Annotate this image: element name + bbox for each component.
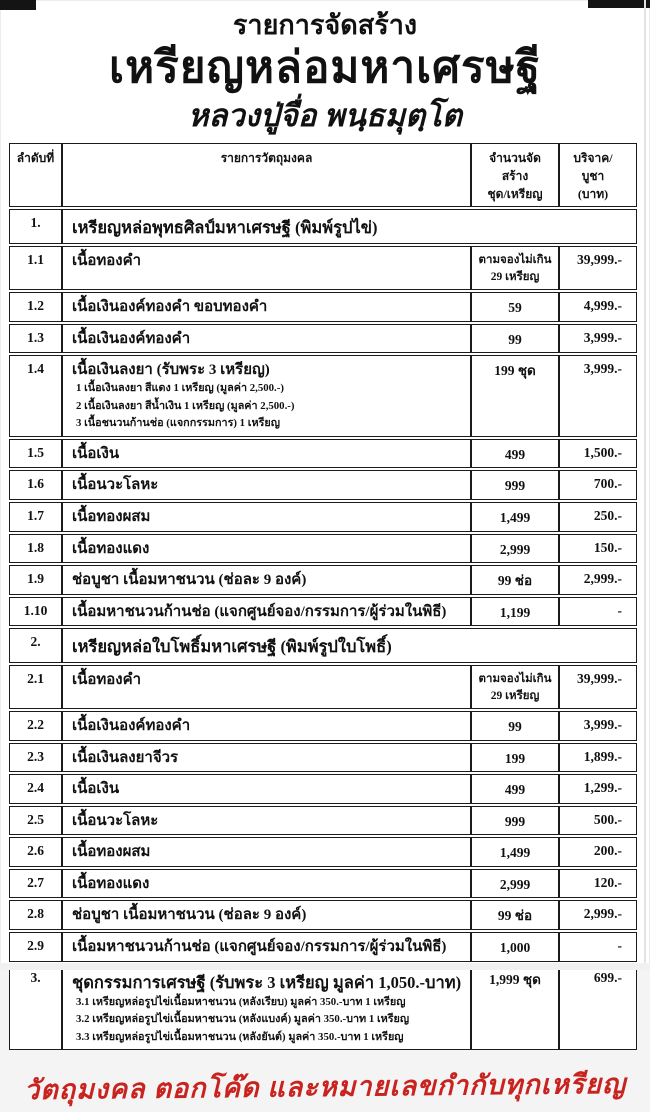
price: 2,999.- (559, 565, 637, 595)
quantity: 99 ช่อ (471, 900, 559, 930)
row-number: 1.3 (9, 324, 62, 354)
price: 3,999.- (559, 711, 637, 741)
item-description-text: เนื้อนวะโลหะ (72, 477, 159, 494)
row-number: 2.2 (9, 711, 62, 741)
quantity: 499 (471, 439, 559, 469)
table-row (9, 324, 637, 354)
item-subline: 3.3 เหรียญหล่อรูปไข่เนื้อมหาชนวน (หลังยันต์) มูลค่า 350.-บาท 1 เหรียญ (76, 1030, 404, 1043)
row-number: 1.4 (9, 355, 62, 437)
item-subline: 3.2 เหรียญหล่อรูปไข่เนื้อมหาชนวน (หลังแบงค์) มูลค่า 350.-บาท 1 เหรียญ (76, 1013, 410, 1026)
quantity: 1,000 (471, 932, 559, 962)
item-description-text: เนื้อทองแดง (72, 875, 150, 892)
row-number: 1. (9, 209, 62, 243)
item-subline: 3 เนื้อชนวนก้านช่อ (แจกกรรมการ) 1 เหรียญ (76, 417, 280, 430)
price: 250.- (559, 502, 637, 532)
quantity: 2,999 (471, 534, 559, 564)
row-number: 2.1 (9, 665, 62, 710)
monk-name: หลวงปู่จื่อ พนฺธมุตฺโต (187, 97, 463, 133)
quantity: 199 ชุด (471, 355, 559, 437)
header-items: รายการวัตถุมงคล (62, 143, 471, 207)
row-number: 1.8 (9, 534, 62, 564)
item-description (62, 209, 637, 243)
item-description (62, 806, 471, 836)
item-subline: 1 เนื้อเงินลงยา สีแดง 1 เหรียญ (มูลค่า 2,500.-) (76, 382, 284, 395)
header-seq: ลำดับที่ (9, 143, 62, 207)
row-number: 1.5 (9, 439, 62, 469)
quantity: 2,999 (471, 869, 559, 899)
price: - (559, 932, 637, 962)
header-price-line1: บริจาค/บูชา (573, 151, 613, 184)
price: 500.- (559, 806, 637, 836)
item-subline: 2 เนื้อเงินลงยา สีน้ำเงิน 1 เหรียญ (มูลค่า 2,500.-) (76, 399, 295, 412)
price: 699.- (559, 964, 637, 1051)
quantity-line2: 29 เหรียญ (490, 270, 540, 283)
row-number: 3. (9, 964, 62, 1051)
table-row (9, 292, 637, 322)
scan-artifact-top-left (0, 0, 36, 10)
price: 4,999.- (559, 292, 637, 322)
item-description (62, 964, 471, 1051)
header-price (559, 143, 637, 207)
price: 1,500.- (559, 439, 637, 469)
row-number: 2.7 (9, 869, 62, 899)
row-number: 1.6 (9, 470, 62, 500)
item-description (62, 869, 471, 899)
table-row (9, 355, 637, 437)
item-description (62, 932, 471, 962)
quantity: 99 ช่อ (471, 565, 559, 595)
table-row (9, 774, 637, 804)
item-description-text: เหรียญหล่อใบโพธิ์มหาเศรษฐี (พิมพ์รูปใบโพธิ์) (72, 637, 392, 657)
item-description (62, 774, 471, 804)
item-description-text: เนื้อเงินองค์ทองคำ ขอบทองคำ (72, 299, 268, 316)
scan-edge-bottom (0, 963, 650, 970)
price: 3,999.- (559, 324, 637, 354)
row-number: 1.10 (9, 597, 62, 627)
row-number: 1.2 (9, 292, 62, 322)
item-description-text: เนื้อมหาชนวนก้านช่อ (แจกศูนย์จอง/กรรมการ/ผู้ร่วมในพิธี) (72, 603, 447, 620)
quantity-line2: 29 เหรียญ (490, 689, 540, 702)
price: 1,299.- (559, 774, 637, 804)
quantity: 59 (471, 292, 559, 322)
item-description-text: ช่อบูชา เนื้อมหาชนวน (ช่อละ 9 องค์) (72, 572, 307, 589)
table-row (9, 869, 637, 899)
table-row (9, 665, 637, 710)
table-row (9, 502, 637, 532)
quantity (471, 665, 559, 710)
row-number: 1.1 (9, 246, 62, 291)
quantity-line1: ตามจองไม่เกิน (478, 253, 552, 266)
item-description (62, 502, 471, 532)
price: 1,899.- (559, 743, 637, 773)
price: 120.- (559, 869, 637, 899)
table-row (9, 470, 637, 500)
scan-edge-right (644, 0, 646, 970)
price: 700.- (559, 470, 637, 500)
quantity: 99 (471, 711, 559, 741)
quantity: 199 (471, 743, 559, 773)
price: 2,999.- (559, 900, 637, 930)
item-description (62, 439, 471, 469)
item-description-text: เนื้อนวะโลหะ (72, 812, 159, 829)
section-row (9, 628, 637, 662)
table-row (9, 534, 637, 564)
price: - (559, 597, 637, 627)
header-price-line2: (บาท) (577, 187, 609, 202)
item-description (62, 900, 471, 930)
item-description (62, 665, 471, 710)
quantity: 999 (471, 806, 559, 836)
title-block (0, 0, 650, 133)
price: 39,999.- (559, 665, 637, 710)
row-number: 2.4 (9, 774, 62, 804)
item-description (62, 597, 471, 627)
item-description-text: เนื้อทองคำ (72, 252, 142, 269)
item-description-text: เนื้อทองแดง (72, 540, 150, 557)
item-description (62, 565, 471, 595)
table-row (9, 597, 637, 627)
table-row (9, 565, 637, 595)
page-title: รายการจัดสร้าง (232, 10, 418, 40)
row-number: 2.9 (9, 932, 62, 962)
quantity: 1,999 ชุด (471, 964, 559, 1051)
price: 3,999.- (559, 355, 637, 437)
table-row (9, 806, 637, 836)
quantity: 99 (471, 324, 559, 354)
quantity-line1: ตามจองไม่เกิน (478, 672, 552, 685)
scan-artifact-top-right (588, 0, 650, 8)
section-row (9, 209, 637, 243)
row-number: 2.3 (9, 743, 62, 773)
item-description-text: เนื้อทองผสม (72, 509, 151, 525)
item-description-text: ช่อบูชา เนื้อมหาชนวน (ช่อละ 9 องค์) (72, 907, 307, 924)
item-description (62, 743, 471, 773)
subtitle-amulet-name: เหรียญหล่อมหาเศรษฐี (109, 43, 541, 93)
item-description-text: ชุดกรรมการเศรษฐี (รับพระ 3 เหรียญ มูลค่า 1,050.-บาท) (72, 972, 462, 992)
item-description (62, 292, 471, 322)
item-description-text: เนื้อเงินลงยาจีวร (72, 749, 179, 766)
item-description (62, 711, 471, 741)
item-description (62, 470, 471, 500)
order-table (9, 143, 637, 1050)
footer-note: วัตถุมงคล ตอกโค๊ด และหมายเลขกำกับทุกเหรียญ (23, 1069, 627, 1106)
item-description-text: เหรียญหล่อพุทธศิลป์มหาเศรษฐี (พิมพ์รูปไข่) (72, 218, 378, 238)
item-description-text: เนื้อเงินลงยา (รับพระ 3 เหรียญ) (72, 362, 270, 379)
item-description-text: เนื้อเงินองค์ทองคำ (72, 718, 191, 735)
quantity (471, 246, 559, 291)
item-subline: 3.1 เหรียญหล่อรูปไข่เนื้อมหาชนวน (หลังเรียบ) มูลค่า 350.-บาท 1 เหรียญ (76, 995, 406, 1008)
price: 150.- (559, 534, 637, 564)
row-number: 2.6 (9, 837, 62, 867)
quantity: 1,499 (471, 502, 559, 532)
table-row (9, 932, 637, 962)
header-qty (471, 143, 559, 207)
item-description-text: เนื้อเงิน (72, 781, 120, 798)
row-number: 2. (9, 628, 62, 662)
header-qty-line1: จำนวนจัดสร้าง (489, 151, 541, 184)
item-description (62, 324, 471, 354)
section-row (9, 964, 637, 1051)
item-description (62, 837, 471, 867)
item-description (62, 355, 471, 437)
quantity: 999 (471, 470, 559, 500)
row-number: 2.5 (9, 806, 62, 836)
table-row (9, 439, 637, 469)
item-description-text: เนื้อเงิน (72, 445, 120, 462)
table-row (9, 246, 637, 291)
row-number: 1.9 (9, 565, 62, 595)
row-number: 1.7 (9, 502, 62, 532)
item-description (62, 628, 637, 662)
table-header-row (9, 143, 637, 207)
quantity: 1,499 (471, 837, 559, 867)
item-description (62, 534, 471, 564)
header-qty-line2: ชุด/เหรียญ (487, 187, 543, 202)
item-description-text: เนื้อทองผสม (72, 844, 151, 861)
table-row (9, 900, 637, 930)
item-description (62, 246, 471, 291)
quantity: 499 (471, 774, 559, 804)
item-description-text: เนื้อมหาชนวนก้านช่อ (แจกศูนย์จอง/กรรมการ/ผู้ร่วมในพิธี) (72, 938, 447, 955)
item-description-text: เนื้อเงินองค์ทองคำ (72, 330, 191, 347)
table-row (9, 711, 637, 741)
quantity: 1,199 (471, 597, 559, 627)
row-number: 2.8 (9, 900, 62, 930)
price: 200.- (559, 837, 637, 867)
price: 39,999.- (559, 246, 637, 291)
table-row (9, 743, 637, 773)
item-description-text: เนื้อทองคำ (72, 671, 142, 688)
table-row (9, 837, 637, 867)
